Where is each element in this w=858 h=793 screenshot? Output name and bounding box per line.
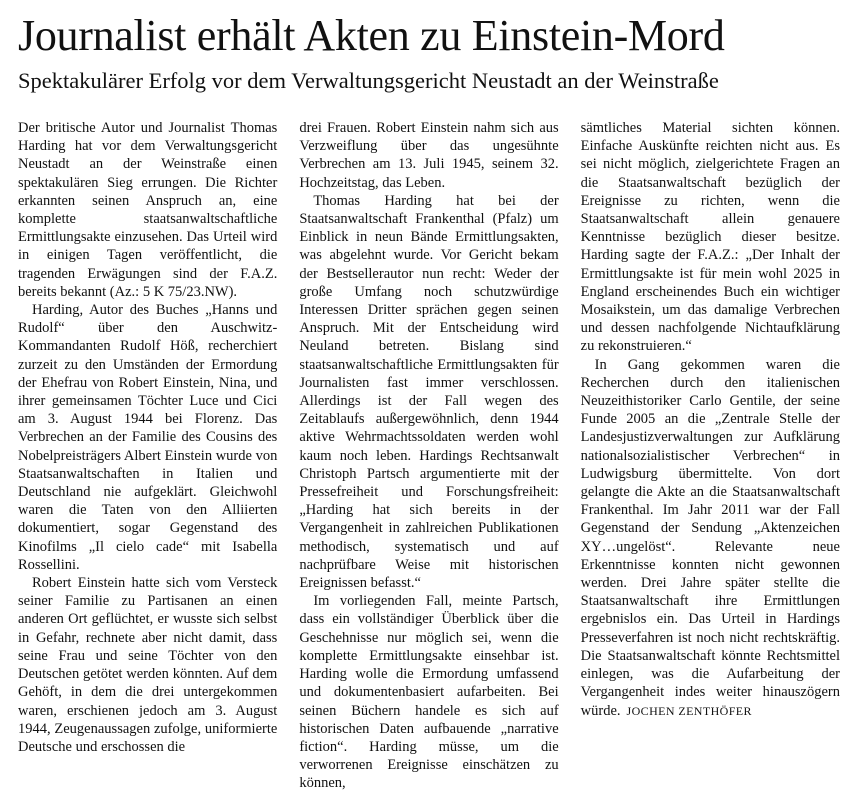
paragraph: Der britische Autor und Journalist Thomas Harding hat vor dem Verwaltungsgericht Neustadt an der Weinstraße einen spektakulären Sieg errungen. Die Richter erkannten seinen Anspruch an, eine komplette staatsanwaltschaftliche Ermittlungsakte einzusehen. Das Urteil wird in einigen Tagen veröffentlicht, die tragenden Erwägungen sind der F.A.Z. bereits bekannt (Az.: 5 K 75/23.NW). <box>18 120 278 300</box>
column-1 <box>18 119 277 793</box>
paragraph-last <box>581 356 840 720</box>
paragraph-text: In Gang gekommen waren die Recherchen durch den italienischen Neuzeithistoriker Carlo Gentile, der seine Funde 2005 an die „Zentrale Stelle der Landesjustizverwaltungen zur Aufklärung nationalsozialistischer Verbrechen“ in Ludwigsburg übermittelte. Von dort gelangte die Akte an die Staatsanwaltschaft Frankenthal. Im Jahr 2011 war der Fall Gegenstand der Sendung „Aktenzeichen XY…ungelöst“. Relevante neue Erkenntnisse konnten nicht gewonnen werden. Drei Jahre später stellte die Staatsanwaltschaft ihre Ermittlungen ergebnislos ein. Das Urteil in Hardings Presseverfahren ist noch nicht rechtskräftig. Die Staatsanwaltschaft könnte Rechtsmittel einlegen, was die Aufarbeitung der Vergangenheit indes weiter hinauszögern würde. <box>580 356 840 719</box>
paragraph: Harding, Autor des Buches „Hanns und Rudolf“ über den Auschwitz-Kommandanten Rudolf Höß, recherchiert zurzeit zu den Umständen der Ermordung der Ehefrau von Robert Einstein, Nina, und ihrer gemeinsamen Töchter Luce und Cici am 3. August 1944 bei Florenz. Das Verbrechen an der Familie des Cousins des Nobelpreisträgers Albert Einstein wurde von Staatsanwaltschaften in Italien und Deutschland nie aufgeklärt. Gleichwohl waren die Taten von den Alliierten dokumentiert, sogar Gegenstand des Kinofilms „Il cielo cade“ mit Isabella Rossellini. <box>18 302 278 573</box>
paragraph: Robert Einstein hatte sich vom Versteck seiner Familie zu Partisanen an einen anderen Ort geflüchtet, er wusste sich selbst in Gefahr, rechnete aber nicht damit, dass seine Frau und seine Töchter von den Deutschen getötet werden könnten. Auf dem Gehöft, in dem die drei untergekommen waren, erschienen jedoch am 3. August 1944, Zeugenaussagen zufolge, uniformierte Deutsche und erschossen die <box>18 575 278 755</box>
paragraph: Thomas Harding hat bei der Staatsanwaltschaft Frankenthal (Pfalz) um Einblick in neun Bände Ermittlungsakten, was abgelehnt wurde. Vor Gericht bekam der Bestsellerautor nun recht: Weder der große Umfang noch schutzwürdige Interessen Dritter sprächen gegen seinen Anspruch. Mit der Entscheidung wird Neuland betreten. Bislang sind staatsanwaltschaftliche Ermittlungsakten für Journalisten fast immer verschlossen. Allerdings ist der Fall wegen des Zeitablaufs außergewöhnlich, denn 1944 aktive Wehrmachtssoldaten werden wohl kaum noch leben. Hardings Rechtsanwalt Christoph Partsch argumentierte mit der Pressefreiheit und Forschungsfreiheit: „Harding hat sich bereits in der Vergangenheit in zahlreichen Publikationen methodisch, systematisch und auf nachprüfbare Weise mit historischen Ereignissen befasst.“ <box>299 192 559 592</box>
author-byline: JOCHEN ZENTHÖFER <box>626 703 752 718</box>
paragraph: sämtliches Material sichten können. Einfache Auskünfte reichten nicht aus. Es sei nicht möglich, zielgerichtete Fragen an die Staatsanwaltschaft bezüglich der Ereignisse zu richten, wenn die Staatsanwaltschaft allein genauere Kenntnisse bezüglich dieser besitze. Harding sagte der F.A.Z.: „Der Inhalt der Ermittlungsakte ist für mein wohl 2025 in England erscheinendes Buch ein wichtiger Mosaikstein, um das damalige Verbrechen und dessen nachfolgende Nichtaufklärung zu rekonstruieren.“ <box>580 120 840 355</box>
headline: Journalist erhält Akten zu Einstein-Mord <box>18 11 725 60</box>
article-body <box>18 119 840 793</box>
paragraph: Im vorliegenden Fall, meinte Partsch, dass ein vollständiger Überblick über die Geschehnisse nur möglich sei, wenn die komplette Ermittlungsakte einsehbar ist. Harding wolle die Ermordung umfassend und dokumentenbasiert aufarbeiten. Bei seinen Büchern handele es sich auf historischen Daten aufbauende „narrative fiction“. Harding müsse, um die verworrenen Ereignisse einschätzen zu können, <box>299 593 559 792</box>
column-2 <box>299 119 558 793</box>
column-3 <box>581 119 840 793</box>
paragraph: drei Frauen. Robert Einstein nahm sich aus Verzweiflung über das ungesühnte Verbrechen am 13. Juli 1945, seinem 32. Hochzeitstag, das Leben. <box>299 120 559 191</box>
subheadline: Spektakulärer Erfolg vor dem Verwaltungsgericht Neustadt an der Weinstraße <box>18 68 719 93</box>
